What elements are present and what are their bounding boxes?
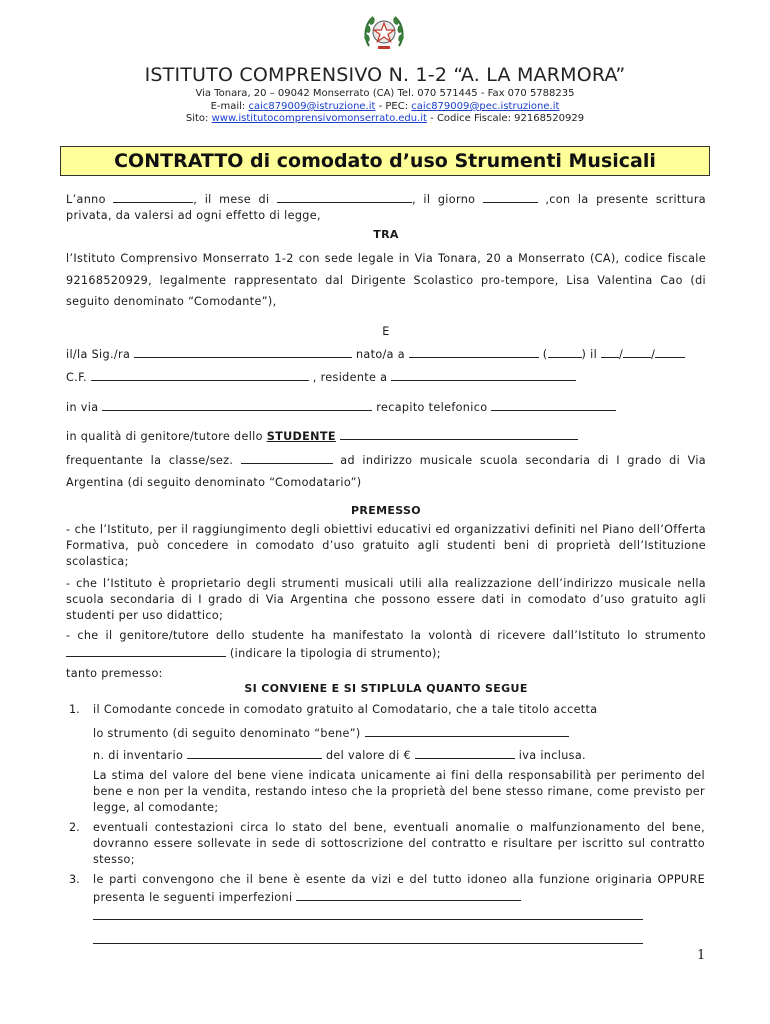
tra-heading: TRA — [373, 228, 399, 241]
tanto-premesso: tanto premesso: — [66, 667, 163, 680]
italian-republic-emblem-icon — [361, 10, 407, 56]
blank-line — [93, 943, 643, 944]
institute-name: ISTITUTO COMPRENSIVO N. 1-2 “A. LA MARMORA” — [144, 64, 626, 86]
item-1-paragraph: La stima del valore del bene viene indicata unicamente ai fini della responsabilità per perimento del bene e non per la vendita, restando inteso che la proprietà del bene stesso rimane, come previsto per legge, al comodante; — [93, 769, 705, 814]
email-link[interactable]: caic879009@istruzione.it — [248, 101, 376, 112]
pec-link[interactable]: caic879009@pec.istruzione.it — [411, 101, 560, 112]
website-link[interactable]: www.istitutocomprensivomonserrato.edu.it — [211, 113, 427, 124]
via-line: in via recapito telefonico — [66, 398, 706, 416]
item-2-paragraph: eventuali contestazioni circa lo stato del bene, eventuali anomalie o malfunzionamento del bene, dovranno essere sollevate in sede di sottoscrizione del contratto e risultare per iscritto sul contratto stesso; — [93, 821, 705, 866]
item-number: 3. — [69, 873, 80, 886]
sig-line: il/la Sig./ra nato/a a ( ) il / / — [66, 345, 706, 363]
item-1-line-3: n. di inventario del valore di € iva inclusa. — [93, 746, 705, 764]
qualita-line: in qualità di genitore/tutore dello STUDENTE — [66, 427, 706, 445]
institute-contacts: E-mail: caic879009@istruzione.it - PEC: caic879009@pec.istruzione.it — [210, 101, 560, 112]
item-1-line-1: il Comodante concede in comodato gratuito al Comodatario, che a tale titolo accetta — [93, 703, 598, 716]
blank-line — [93, 919, 643, 920]
date-paragraph: L’anno , il mese di , il giorno ,con la presente scrittura privata, da valersi ad ogni effetto di legge, — [66, 190, 706, 224]
item-1-line-2: lo strumento (di seguito denominato “bene”) — [93, 724, 705, 742]
e-separator: E — [382, 325, 390, 338]
item-number: 2. — [69, 821, 80, 834]
item-number: 1. — [69, 703, 80, 716]
premessa-2: - che l’Istituto è proprietario degli strumenti musicali utili alla realizzazione dell’indirizzo musicale nella scuola secondaria di I grado di Via Argentina che possono essere dati in comodato d’uso gratuito agli studenti per uso didattico; — [66, 577, 706, 622]
frequentante-paragraph: frequentante la classe/sez. ad indirizzo musicale scuola secondaria di I grado di Via Argentina (di seguito denominato “Comodatario”) — [66, 450, 706, 494]
item-3-paragraph: le parti convengono che il bene è esente da vizi e del tutto idoneo alla funzione originaria OPPURE presenta le seguenti imperfezioni — [93, 873, 705, 904]
page-number: 1 — [697, 948, 706, 963]
premessa-3: - che il genitore/tutore dello studente ha manifestato la volontà di ricevere dall’Istituto lo strumento (indicare la tipologia di strumento); — [66, 629, 706, 660]
cf-line: C.F. , residente a — [66, 368, 706, 386]
premessa-1: - che l’Istituto, per il raggiungimento degli obiettivi educativi ed organizzativi definiti nel Piano dell’Offerta Formativa, può concedere in comodato d’uso gratuito agli studenti beni di proprietà dell’Istituzione scolastica; — [66, 523, 706, 568]
institute-site: Sito: www.istitutocomprensivomonserrato.edu.it - Codice Fiscale: 92168520929 — [185, 113, 585, 124]
istituto-paragraph: l’Istituto Comprensivo Monserrato 1-2 con sede legale in Via Tonara, 20 a Monserrato (CA), codice fiscale 92168520929, legalmente rappresentato dal Dirigente Scolastico pro-tempore, Lisa Valentina Cao (di seguito denominato “Comodante”), — [66, 252, 706, 308]
conviene-heading: SI CONVIENE E SI STIPLULA QUANTO SEGUE — [244, 682, 528, 695]
fiscal-code: - Codice Fiscale: 92168520929 — [426, 113, 585, 124]
document-title: CONTRATTO di comodato d’uso Strumenti Musicali — [60, 146, 710, 176]
institute-address: Via Tonara, 20 – 09042 Monserrato (CA) Tel. 070 571445 - Fax 070 5788235 — [195, 88, 575, 99]
premesso-heading: PREMESSO — [350, 504, 421, 517]
